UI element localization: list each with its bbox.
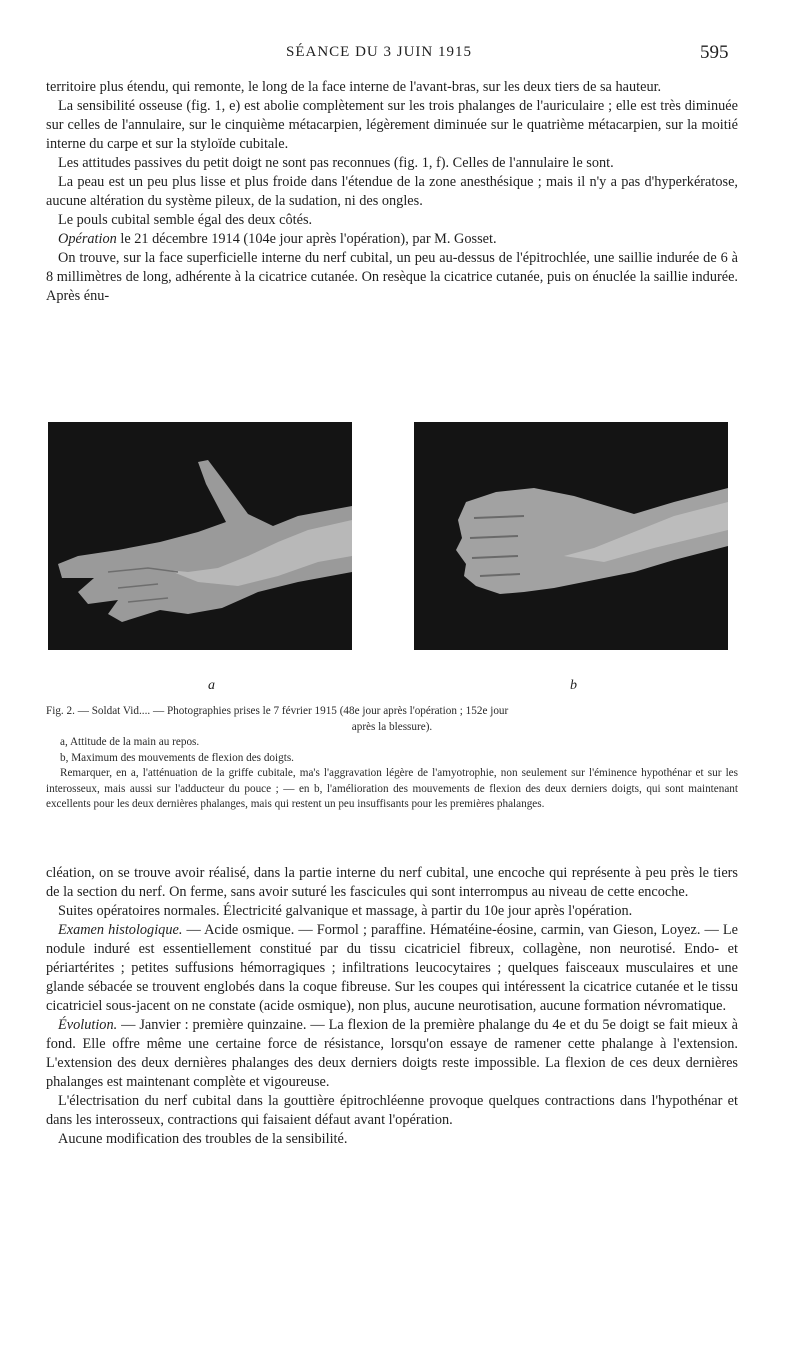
paragraph-text: — Acide osmique. — Formol ; paraffine. Hématéine-éosine, carmin, van Gieson, Loyez. — Le nodule induré est essentiellement constitué par du tissu cicatriciel fibreux, collagène, non neurotisé. Endo- et périartérites ; petites suffusions hémorragiques ; infiltrations leucocytaires ; quelques faisceaux musculaires et une glande sébacée se trouvent englobés dans la coque fibreuse. Sur les coupes qui intéressent la cicatrice cutanée et le tissu cicatriciel sous-jacent on ne constate (acide osmique), non plus, aucune neurotisation, aucune formation névromatique. xyxy=(46,922,739,1014)
paragraph-text: — Janvier : première quinzaine. — La flexion de la première phalange du 4e et du 5e doigt se fait mieux à fond. Elle offre même une certaine force de résistance, lorsqu'on essaye de ramener cette phalange à l'extension. L'extension des deux dernières phalanges des deux derniers doigts reste impossible. La flexion de ces deux dernières phalanges est maintenant complète et vigoureuse. xyxy=(46,1017,738,1090)
photo-hand-flexed xyxy=(414,422,728,650)
paragraph-text: le 21 décembre 1914 (104e jour après l'opération), par M. Gosset. xyxy=(116,231,497,247)
figure-label-b: b xyxy=(570,678,577,693)
paragraph: Suites opératoires normales. Électricité galvanique et massage, à partir du 10e jour après l'opération. xyxy=(58,903,633,919)
paragraph: L'électrisation du nerf cubital dans la gouttière épitrochléenne provoque quelques contractions dans l'hypothénar et dans les interosseux, contractions qui faisaient défaut avant l'opération. xyxy=(46,1093,738,1128)
caption-item-a: a, Attitude de la main au repos. xyxy=(60,736,200,748)
paragraph: Les attitudes passives du petit doigt ne sont pas reconnues (fig. 1, f). Celles de l'annulaire le sont. xyxy=(58,155,614,171)
paragraph xyxy=(46,1016,738,1092)
page-header xyxy=(0,44,800,68)
paragraph: On trouve, sur la face superficielle interne du nerf cubital, un peu au-dessus de l'épitrochlée, une saillie indurée de 6 à 8 millimètres de long, adhérente à la cicatrice cutanée. On resèque la cicatrice cutanée, puis on énuclée la saillie indurée. Après énu- xyxy=(46,250,738,304)
section-lead: Évolution. xyxy=(58,1017,118,1033)
figure-caption xyxy=(46,704,738,813)
paragraph: La sensibilité osseuse (fig. 1, e) est abolie complètement sur les trois phalanges de l'auriculaire ; elle est très diminuée sur celles de l'annulaire, sur le cinquième métacarpien, légèrement diminuée sur le quatrième métacarpien, sur la moitié interne du carpe et sur la styloïde cubitale. xyxy=(46,98,738,152)
caption-title-end: après la blessure). xyxy=(351,720,433,733)
running-title: SÉANCE DU 3 JUIN 1915 xyxy=(286,44,472,60)
paragraph xyxy=(46,921,738,1016)
caption-item-b: b, Maximum des mouvements de flexion des doigts. xyxy=(60,751,294,764)
body-text-top xyxy=(46,78,738,306)
caption-title: Fig. 2. — Soldat Vid.... — Photographies prises le 7 février 1915 (48e jour après l'opération ; 152e jour xyxy=(46,705,509,717)
figure-label-a: a xyxy=(208,678,215,693)
section-lead: Examen histologique. xyxy=(58,922,183,938)
section-lead: Opération xyxy=(58,231,117,247)
paragraph: Aucune modification des troubles de la sensibilité. xyxy=(58,1131,348,1147)
body-text-bottom xyxy=(46,864,738,1149)
paragraph: Le pouls cubital semble égal des deux côtés. xyxy=(58,212,313,228)
photo-hand-at-rest xyxy=(48,422,352,650)
paragraph: La peau est un peu plus lisse et plus froide dans l'étendue de la zone anesthésique ; mais il n'y a pas d'hyperkératose, aucune altération du système pileux, de la sudation, ni des ongles. xyxy=(46,174,738,209)
page-number: 595 xyxy=(700,42,729,63)
paragraph xyxy=(46,230,738,249)
paragraph: territoire plus étendu, qui remonte, le long de la face interne de l'avant-bras, sur les deux tiers de sa hauteur. xyxy=(46,79,662,95)
paragraph: cléation, on se trouve avoir réalisé, dans la partie interne du nerf cubital, une encoche qui représente à peu près le tiers de la section du nerf. On ferme, sans avoir suturé les fascicules qui sont interrompus au niveau de cette encoche. xyxy=(46,865,738,900)
caption-remark: Remarquer, en a, l'atténuation de la griffe cubitale, ma's l'aggravation légère de l'amyotrophie, non seulement sur l'éminence hypothénar et sur les interosseux, mais aussi sur l'adducteur du pouce ; — en b, l'amélioration des mouvements de flexion des deux derniers doigts, qui sont maintenant excellents pour les deux dernières phalanges, mais qui restent un peu insuffisants pour les premières phalanges. xyxy=(46,767,738,810)
